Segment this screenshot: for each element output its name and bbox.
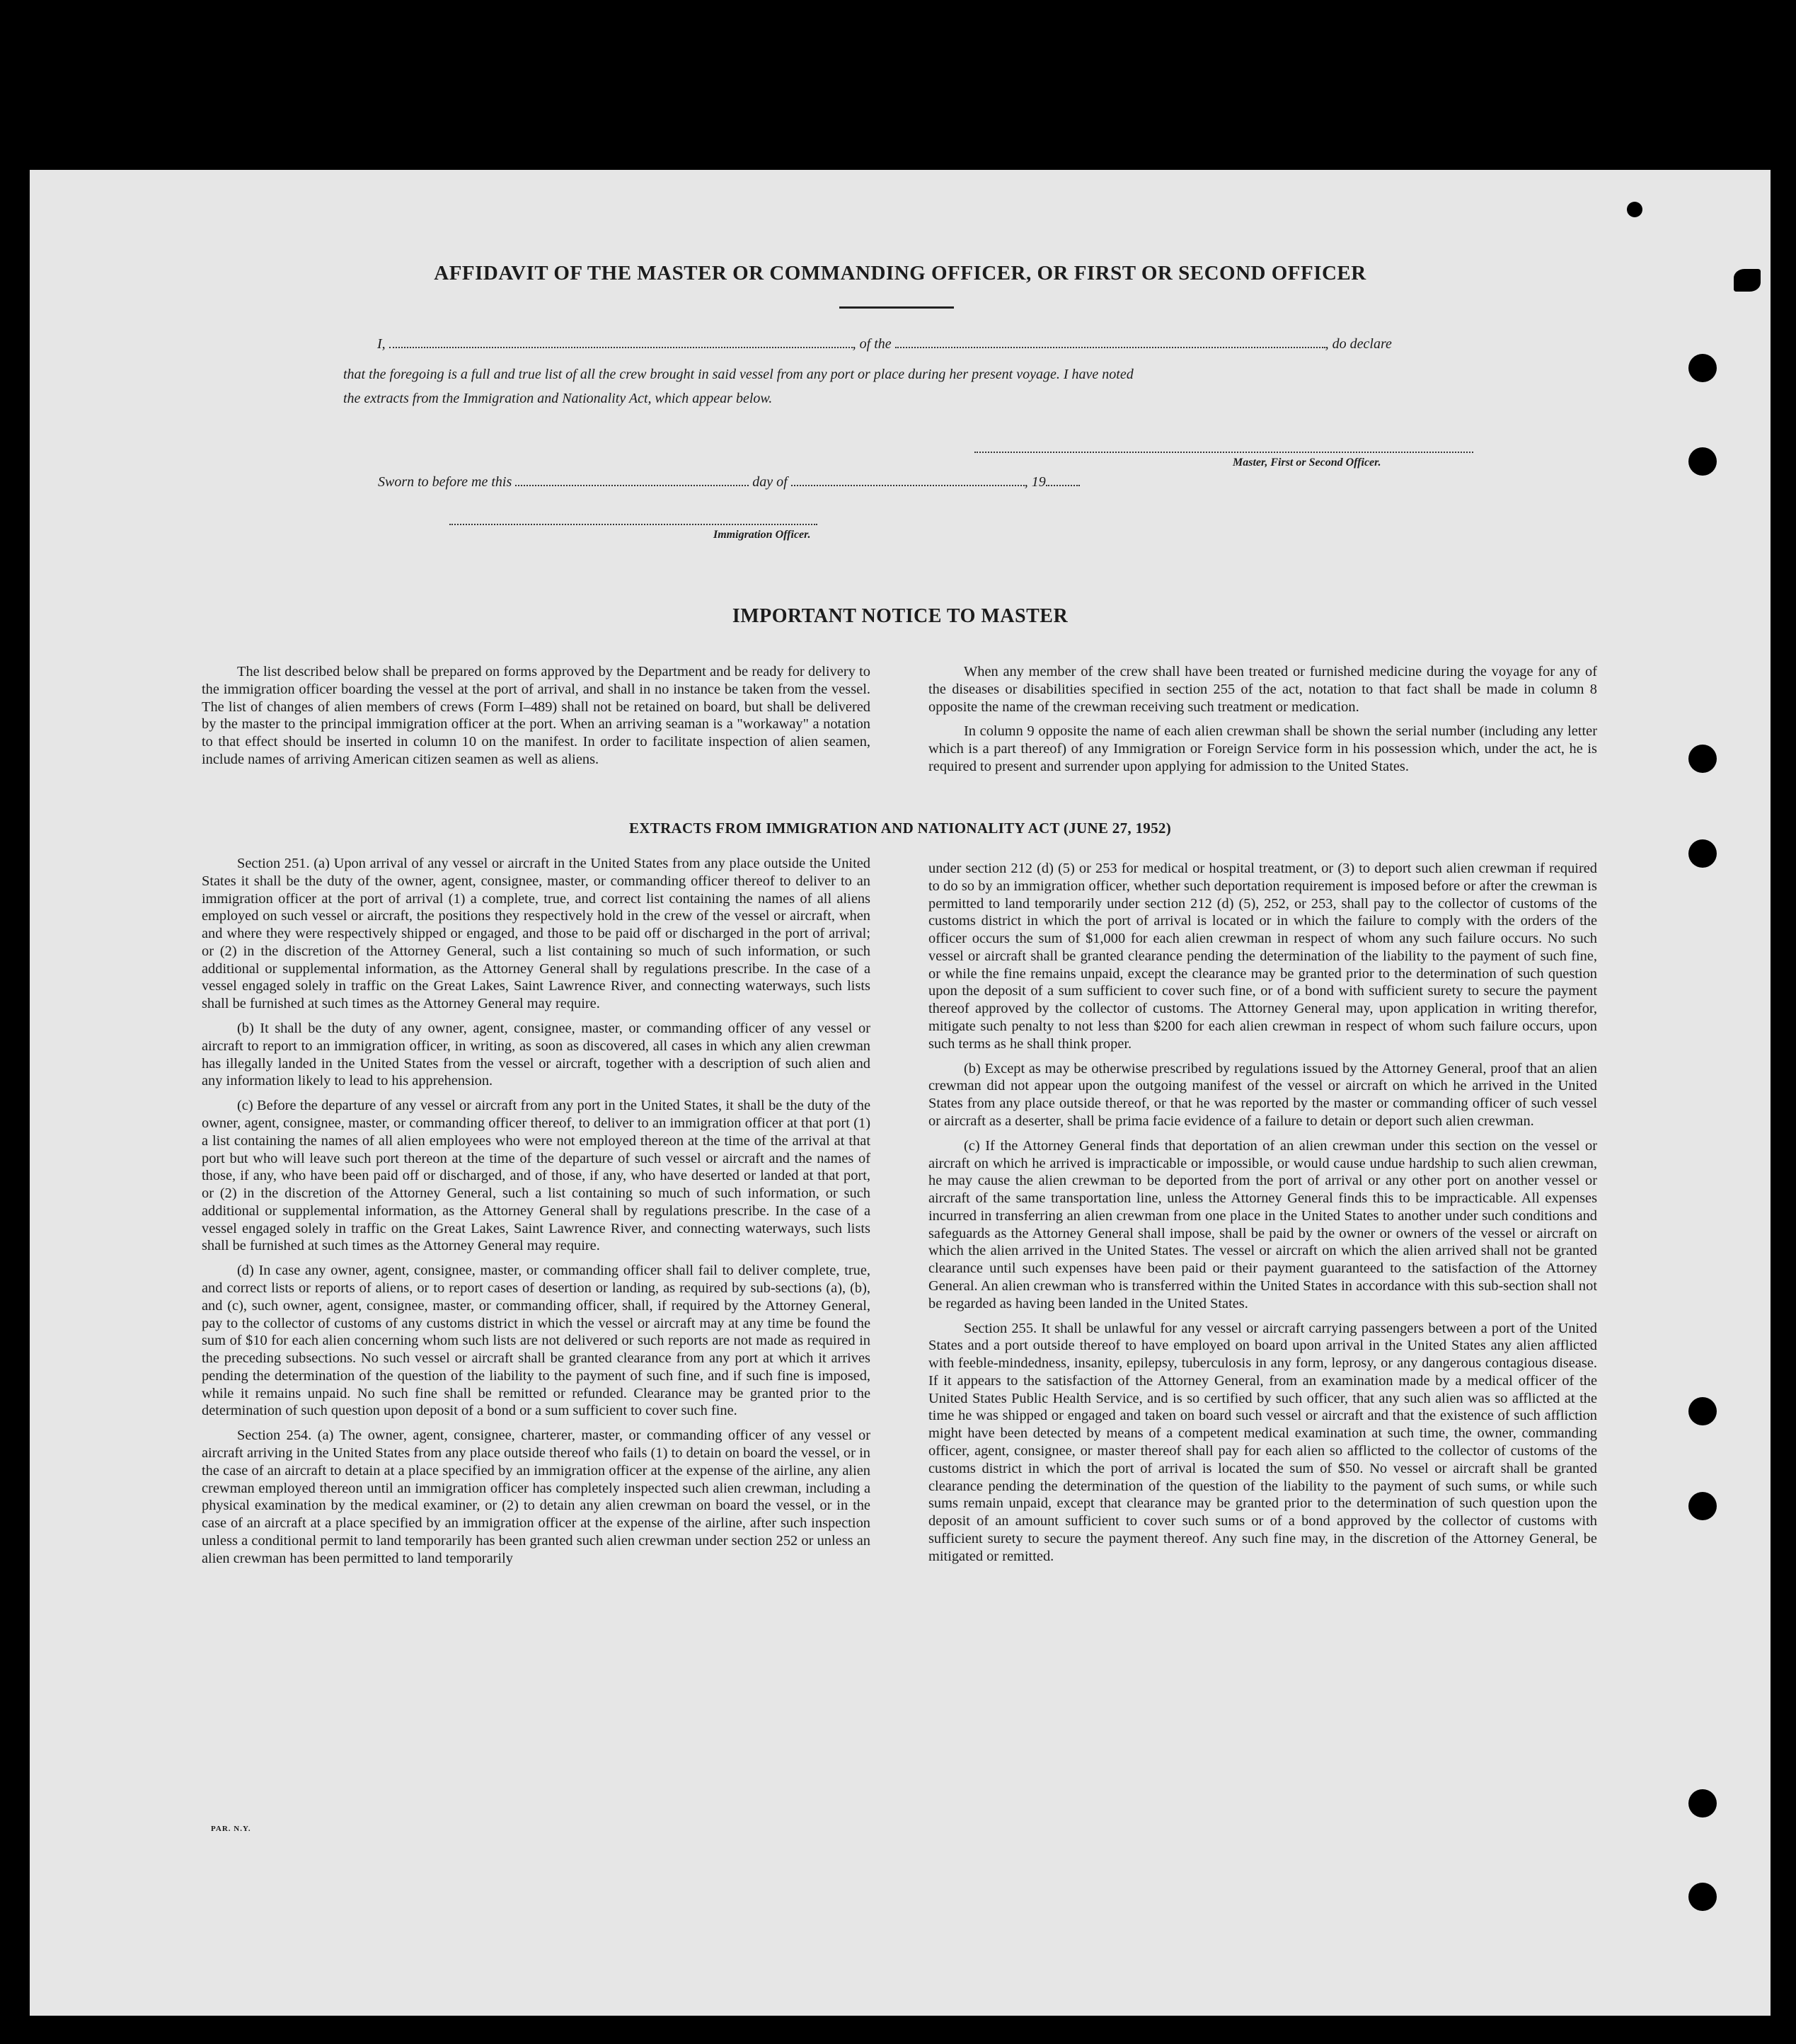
notice-left-paragraph: The list described below shall be prepared on forms approved by the Department and be ready for delivery to the immigration officer boarding the vessel at the port of arrival, and shall in no instance be taken from the vessel. The list of changes of alien members of crews (Form I–489) shall not be retained on board, but shall be delivered by the master to the principal immigration officer at the port. When an arriving seaman is a "workaway" a notation to that effect should be inserted in column 10 on the manifest. In order to facilitate inspection of alien seamen, include names of arriving American citizen seamen as well as aliens. [202,664,870,767]
officer-signature-label: Immigration Officer. [713,529,811,541]
extract-paragraph: under section 212 (d) (5) or 253 for medical or hospital treatment, or (3) to deport such alien crewman if required to do so by an immigration officer, whether such deportation requirement is imposed before or after the crewman is permitted to land temporarily under section 212 (d) (5), 252, or 253, shall pay to the collector of customs of the customs district in which the port of arrival is located or in which the failure to comply with the orders of the officer occurs the sum of $1,000 for each alien crewman in respect of whom any such failure occurs. No such vessel or aircraft shall be granted clearance pending the determination of the liability to the payment of such fine, or while the fine remains unpaid, except the clearance may be granted prior to the determination of such question upon the deposit of a sum sufficient to cover such fine, or of a bond with sufficient surety to secure the payment thereof approved by the collector of customs. The Attorney General may, upon application in writing therefor, mitigate such penalty to not less than $200 for each alien crewman in respect of whom such failure occurs, upon such terms as he shall think proper. [928,861,1597,1052]
affidavit-title: AFFIDAVIT OF THE MASTER OR COMMANDING OFFICER, OR FIRST OR SECOND OFFICER [434,262,1366,285]
extract-paragraph: (c) Before the departure of any vessel or aircraft from any port in the United States, it shall be the duty of the owner, agent, consignee, master, or commanding officer thereof, to deliver to an immigration officer at that port (1) a list containing the names of all alien employees who were not employed thereon at the time of the arrival at that port but who will leave such port thereon at the time of the departure of such vessel or aircraft and the names of those, if any, who have been paid off or discharged, and of those, if any, who have deserted or landed at that port, or (2) in the discretion of the Attorney General, such a list containing so much of such information, or such additional or supplemental information, as the Attorney General shall by regulations prescribe. In the case of a vessel engaged solely in traffic on the Great Lakes, Saint Lawrence River, and connecting waterways, such lists shall be furnished at such times as the Attorney General may require. [202,1098,870,1254]
affidavit-line-1 [377,336,1475,352]
extract-paragraph: (c) If the Attorney General finds that deportation of an alien crewman under this section on the vessel or aircraft on which he arrived is impracticable or impossible, or would cause undue hardship to such alien crewman, he may cause the alien crewman to be deported from the port of arrival or any other port on another vessel or aircraft of the same transportation line, unless the Attorney General finds this to be impracticable. All expenses incurred in transferring an alien crewman from one place in the United States to another under such conditions and safeguards as the Attorney General shall impose, shall be paid by the owner or owners of the vessel or aircraft on which the alien arrived in the United States. The vessel or aircraft on which the alien arrived shall not be granted clearance until such expenses have been paid or their payment guaranteed to the satisfaction of the Attorney General. An alien crewman who is transferred within the United States in accordance with this sub-section shall not be regarded as having been landed in the United States. [928,1137,1597,1311]
notice-right-paragraph-1: When any member of the crew shall have been treated or furnished medicine during the voyage for any of the diseases or disabilities specified in section 255 of the act, notation to that fact shall be made in column 8 opposite the name of the crewman receiving such treatment or medication. [928,664,1597,715]
extract-paragraph: (b) It shall be the duty of any owner, agent, consignee, master, or commanding officer of any vessel or aircraft to report to an immigration officer, in writing, as soon as discovered, all cases in which any alien crewman has illegally landed in the United States from the vessel or aircraft, together with a description of such alien and any information likely to lead to his apprehension. [202,1021,870,1089]
day-of-label: day of [752,474,788,490]
page-tear [1734,269,1761,292]
notice-right-column [928,663,1597,783]
extract-paragraph: Section 254. (a) The owner, agent, consignee, charterer, master, or commanding officer of any vessel or aircraft arriving in the United States from any place outside thereof who fails (1) to detain on board the vessel, or in the case of an aircraft to detain at a place specified by an immigration officer at the expense of the airline, any alien crewman employed thereon until an immigration officer has completely inspected such alien crewman, including a physical examination by the medical examiner, or (2) to detain any alien crewman on board the vessel, or in the case of an aircraft at a place specified by an immigration officer at the expense of the airline, after such inspection unless a conditional permit to land temporarily has been granted such alien crewman under section 252 or unless an alien crewman has been permitted to land temporarily [202,1428,870,1566]
notice-right-paragraph-2: In column 9 opposite the name of each alien crewman shall be shown the serial number (including any letter which is a part thereof) of any Immigration or Foreign Service form in his possession which, under the act, he is required to present and surrender upon applying for admission to the United States. [928,723,1597,774]
sworn-label: Sworn to before me this [378,474,512,490]
binder-hole [1688,1883,1717,1911]
extract-paragraph: (b) Except as may be otherwise prescribed by regulations issued by the Attorney General, proof that an alien crewman did not appear upon the outgoing manifest of the vessel or aircraft on which he arrived in the United States from any place outside thereof, or that he was reported by the master or commanding officer of such vessel or aircraft as a deserter, shall be prima facie evidence of a failure to detain or deport such alien crewman. [928,1060,1597,1129]
master-signature-label: Master, First or Second Officer. [1233,457,1381,469]
declare-label: , do declare [1325,336,1392,352]
extract-paragraph: Section 255. It shall be unlawful for any vessel or aircraft carrying passengers between a port of the United States and a port outside thereof to have employed on board upon arrival in the United States any alien afflicted with feeble-mindedness, insanity, epilepsy, tuberculosis in any form, leprosy, or any dangerous contagious disease. If it appears to the satisfaction of the Attorney General, from an examination made by a medical officer of the United States Public Health Service, and is so certified by such officer, that any such alien was so afflicted at the time he was shipped or engaged and taken on board such vessel or aircraft and that the existence of such affliction might have been detected by means of a competent medical examination at such time, the owner, commanding officer, agent, consignee, or master thereof shall pay for each alien so afflicted to the collector of customs of the customs district in which the port of arrival is located the sum of $50. No vessel or aircraft shall be granted clearance pending the determination of the question of the liability to the payment of such sums, or while such sums remain unpaid, except that clearance may be granted prior to the determination of such question upon the deposit of an amount sufficient to cover such sums or of a bond approved by the collector of customs with sufficient surety to secure the payment thereof. Any such fine may, in the discretion of the Attorney General, be mitigated or remitted. [928,1320,1597,1564]
title-rule [839,306,954,309]
master-signature-line[interactable] [974,452,1473,453]
officer-signature-line[interactable] [449,524,817,525]
printer-mark: PAR. N.Y. [211,1825,251,1833]
binder-hole [1688,1397,1717,1425]
binder-hole [1688,745,1717,773]
extracts-right-column [928,860,1597,1572]
binder-hole [1688,354,1717,382]
affidavit-line-3: the extracts from the Immigration and Nationality Act, which appear below. [343,391,773,406]
extract-paragraph: (d) In case any owner, agent, consignee, master, or commanding officer shall fail to deliver complete, true, and correct lists or reports of aliens, or to report cases of desertion or landing, as required by sub-sections (a), (b), and (c), such owner, agent, consignee, master, or commanding officer, shall, if required by the Attorney General, pay to the collector of customs of any customs district in which the vessel or aircraft may at any time be found the sum of $10 for each alien concerning whom such lists are not delivered or such reports are not made as required in the preceding subsections. No such vessel or aircraft shall be granted clearance from any port at which it arrives pending the determination of the question of the liability to the payment of such fine, and if such fine is imposed, while it remains unpaid. No such fine shall be remitted or refunded. Clearance may be granted prior to the determination of such question upon deposit of a bond or a sum sufficient to cover such fine. [202,1263,870,1419]
extracts-title: EXTRACTS FROM IMMIGRATION AND NATIONALITY ACT (JUNE 27, 1952) [629,820,1171,837]
extract-paragraph: Section 251. (a) Upon arrival of any vessel or aircraft in the United States from any place outside the United States it shall be the duty of the owner, agent, consignee, master, or commanding officer thereof to deliver to an immigration officer at the port of arrival (1) a complete, true, and correct list containing the names of all aliens employed on such vessel or aircraft, the positions they respectively hold in the crew of the vessel or aircraft, when and where they were respectively shipped or engaged, and those to be paid off or discharged in the port of arrival; or (2) in the discretion of the Attorney General, such a list containing so much of such information, or such additional or supplemental information, as the Attorney General shall by regulations prescribe. In the case of a vessel engaged solely in traffic on the Great Lakes, Saint Lawrence River, and connecting waterways, such lists shall be furnished at such times as the Attorney General may require. [202,856,870,1012]
binder-hole [1688,1492,1717,1520]
notice-left-column [202,663,870,776]
affidavit-line-2: that the foregoing is a full and true list of all the crew brought in said vessel from any port or place during her present voyage. I have noted [343,367,1134,382]
sworn-line [378,474,1227,490]
binder-hole [1688,1789,1717,1818]
binder-hole [1688,839,1717,868]
sworn-day-field[interactable] [515,485,749,486]
vessel-field[interactable] [895,347,1325,348]
i-label: I, [377,336,386,352]
sworn-month-field[interactable] [791,485,1025,486]
extracts-left-column [202,855,870,1574]
binder-hole [1688,447,1717,476]
ink-blot [1627,202,1642,217]
sworn-year-field[interactable] [1046,485,1080,486]
year-label: , 19 [1024,474,1046,490]
document-page [30,170,1771,2016]
notice-title: IMPORTANT NOTICE TO MASTER [732,605,1069,627]
of-the-label: , of the [852,336,892,352]
name-field[interactable] [389,347,853,348]
